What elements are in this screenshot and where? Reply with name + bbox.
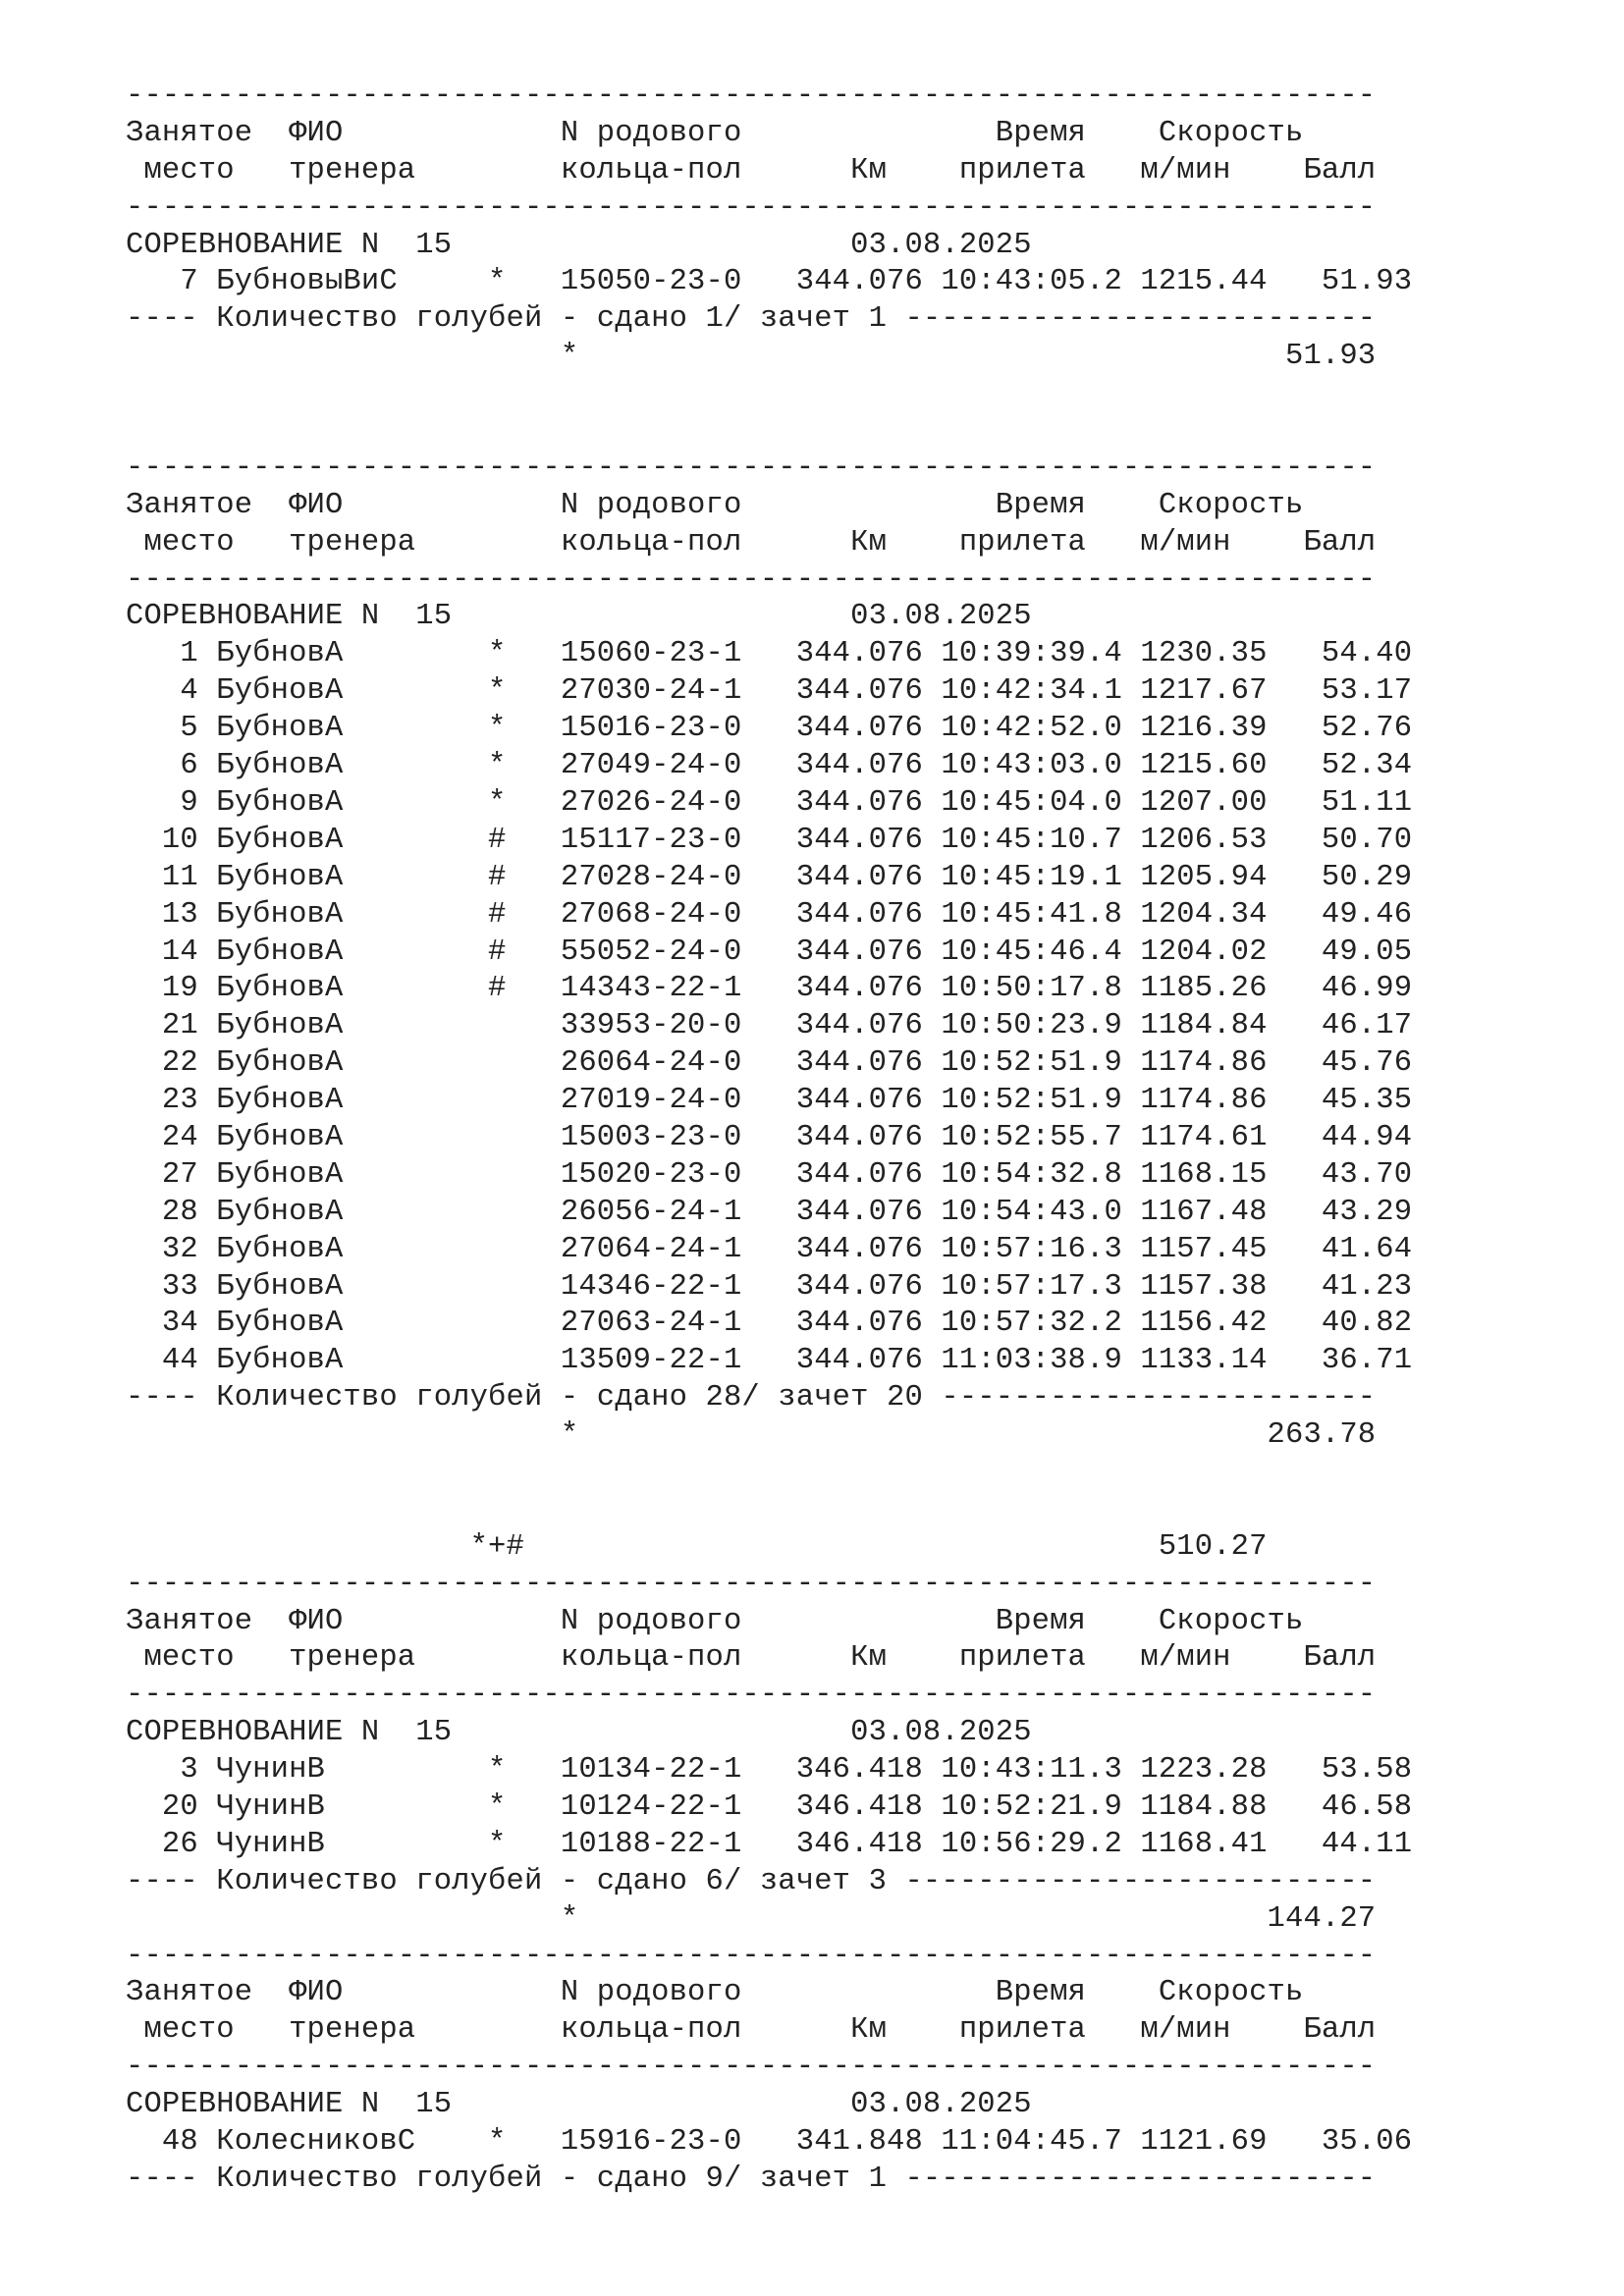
table-row: 21 БубновА 33953-20-0 344.076 10:50:23.9 1184.84 46.17	[126, 1009, 1413, 1043]
section-total: * 263.78	[126, 1418, 1377, 1453]
table-row: 13 БубновА # 27068-24-0 344.076 10:45:41.8 1204.34 49.46	[126, 897, 1413, 932]
header-divider-top: ---------------------------------------------------------------------	[126, 80, 1377, 113]
race-results-report	[126, 79, 1559, 2199]
competition-title: СОРЕВНОВАНИЕ N 15 03.08.2025	[126, 600, 1032, 634]
section-total: * 51.93	[126, 340, 1377, 374]
table-row: 20 ЧунинВ * 10124-22-1 346.418 10:52:21.9 1184.88 46.58	[126, 1790, 1413, 1824]
column-header-row-2: место тренера кольца-пол Км прилета м/мин Балл	[126, 2013, 1377, 2048]
header-divider-bottom: ---------------------------------------------------------------------	[126, 562, 1377, 597]
table-row: 48 КолесниковС * 15916-23-0 341.848 11:04:45.7 1121.69 35.06	[126, 2125, 1413, 2160]
spacer	[126, 376, 1559, 451]
table-row: 27 БубновА 15020-23-0 344.076 10:54:32.8 1168.15 43.70	[126, 1157, 1413, 1192]
header-divider-top: ---------------------------------------------------------------------	[126, 1939, 1377, 1973]
table-row: 32 БубновА 27064-24-1 344.076 10:57:16.3 1157.45 41.64	[126, 1232, 1413, 1266]
table-row: 11 БубновА # 27028-24-0 344.076 10:45:19.1 1205.94 50.29	[126, 860, 1413, 894]
column-header-row-2: место тренера кольца-пол Км прилета м/мин Балл	[126, 525, 1377, 560]
spacer	[126, 1455, 1559, 1529]
table-row: 6 БубновА * 27049-24-0 344.076 10:43:03.0 1215.60 52.34	[126, 749, 1413, 783]
count-summary: ---- Количество голубей - сдано 6/ зачет 3 --------------------------	[126, 1864, 1377, 1898]
table-row: 9 БубновА * 27026-24-0 344.076 10:45:04.0 1207.00 51.11	[126, 785, 1413, 820]
table-row: 10 БубновА # 15117-23-0 344.076 10:45:10.7 1206.53 50.70	[126, 823, 1413, 857]
table-row: 1 БубновА * 15060-23-1 344.076 10:39:39.4 1230.35 54.40	[126, 637, 1413, 671]
table-row: 33 БубновА 14346-22-1 344.076 10:57:17.3 1157.38 41.23	[126, 1269, 1413, 1304]
header-divider-bottom: ---------------------------------------------------------------------	[126, 2051, 1377, 2085]
column-header-row-1: Занятое ФИО N родового Время Скорость	[126, 488, 1304, 522]
competition-title: СОРЕВНОВАНИЕ N 15 03.08.2025	[126, 1716, 1032, 1750]
table-row: 7 БубновыВиС * 15050-23-0 344.076 10:43:05.2 1215.44 51.93	[126, 265, 1413, 299]
column-header-row-1: Занятое ФИО N родового Время Скорость	[126, 116, 1304, 150]
grand-total: *+# 510.27	[126, 1529, 1268, 1564]
table-row: 3 ЧунинВ * 10134-22-1 346.418 10:43:11.3 1223.28 53.58	[126, 1753, 1413, 1788]
count-summary: ---- Количество голубей - сдано 1/ зачет 1 --------------------------	[126, 302, 1377, 337]
section-total: * 144.27	[126, 1901, 1377, 1936]
header-divider-bottom: ---------------------------------------------------------------------	[126, 1679, 1377, 1713]
column-header-row-2: место тренера кольца-пол Км прилета м/мин Балл	[126, 1641, 1377, 1676]
header-divider-top: ---------------------------------------------------------------------	[126, 1567, 1377, 1601]
table-row: 4 БубновА * 27030-24-1 344.076 10:42:34.1 1217.67 53.17	[126, 674, 1413, 709]
table-row: 5 БубновА * 15016-23-0 344.076 10:42:52.0 1216.39 52.76	[126, 712, 1413, 746]
table-row: 26 ЧунинВ * 10188-22-1 346.418 10:56:29.2 1168.41 44.11	[126, 1827, 1413, 1861]
column-header-row-1: Занятое ФИО N родового Время Скорость	[126, 1604, 1304, 1638]
count-summary: ---- Количество голубей - сдано 9/ зачет 1 --------------------------	[126, 2162, 1377, 2196]
table-row: 23 БубновА 27019-24-0 344.076 10:52:51.9 1174.86 45.35	[126, 1084, 1413, 1118]
table-row: 22 БубновА 26064-24-0 344.076 10:52:51.9 1174.86 45.76	[126, 1046, 1413, 1081]
competition-title: СОРЕВНОВАНИЕ N 15 03.08.2025	[126, 228, 1032, 262]
table-row: 14 БубновА # 55052-24-0 344.076 10:45:46.4 1204.02 49.05	[126, 934, 1413, 969]
table-row: 34 БубновА 27063-24-1 344.076 10:57:32.2 1156.42 40.82	[126, 1307, 1413, 1341]
table-row: 44 БубновА 13509-22-1 344.076 11:03:38.9 1133.14 36.71	[126, 1344, 1413, 1378]
competition-title: СОРЕВНОВАНИЕ N 15 03.08.2025	[126, 2088, 1032, 2122]
count-summary: ---- Количество голубей - сдано 28/ зачет 20 ------------------------	[126, 1381, 1377, 1415]
column-header-row-1: Занятое ФИО N родового Время Скорость	[126, 1976, 1304, 2010]
column-header-row-2: место тренера кольца-пол Км прилета м/мин Балл	[126, 153, 1377, 187]
table-row: 28 БубновА 26056-24-1 344.076 10:54:43.0 1167.48 43.29	[126, 1195, 1413, 1229]
header-divider-bottom: ---------------------------------------------------------------------	[126, 190, 1377, 225]
table-row: 19 БубновА # 14343-22-1 344.076 10:50:17.8 1185.26 46.99	[126, 972, 1413, 1006]
header-divider-top: ---------------------------------------------------------------------	[126, 451, 1377, 485]
table-row: 24 БубновА 15003-23-0 344.076 10:52:55.7 1174.61 44.94	[126, 1120, 1413, 1154]
